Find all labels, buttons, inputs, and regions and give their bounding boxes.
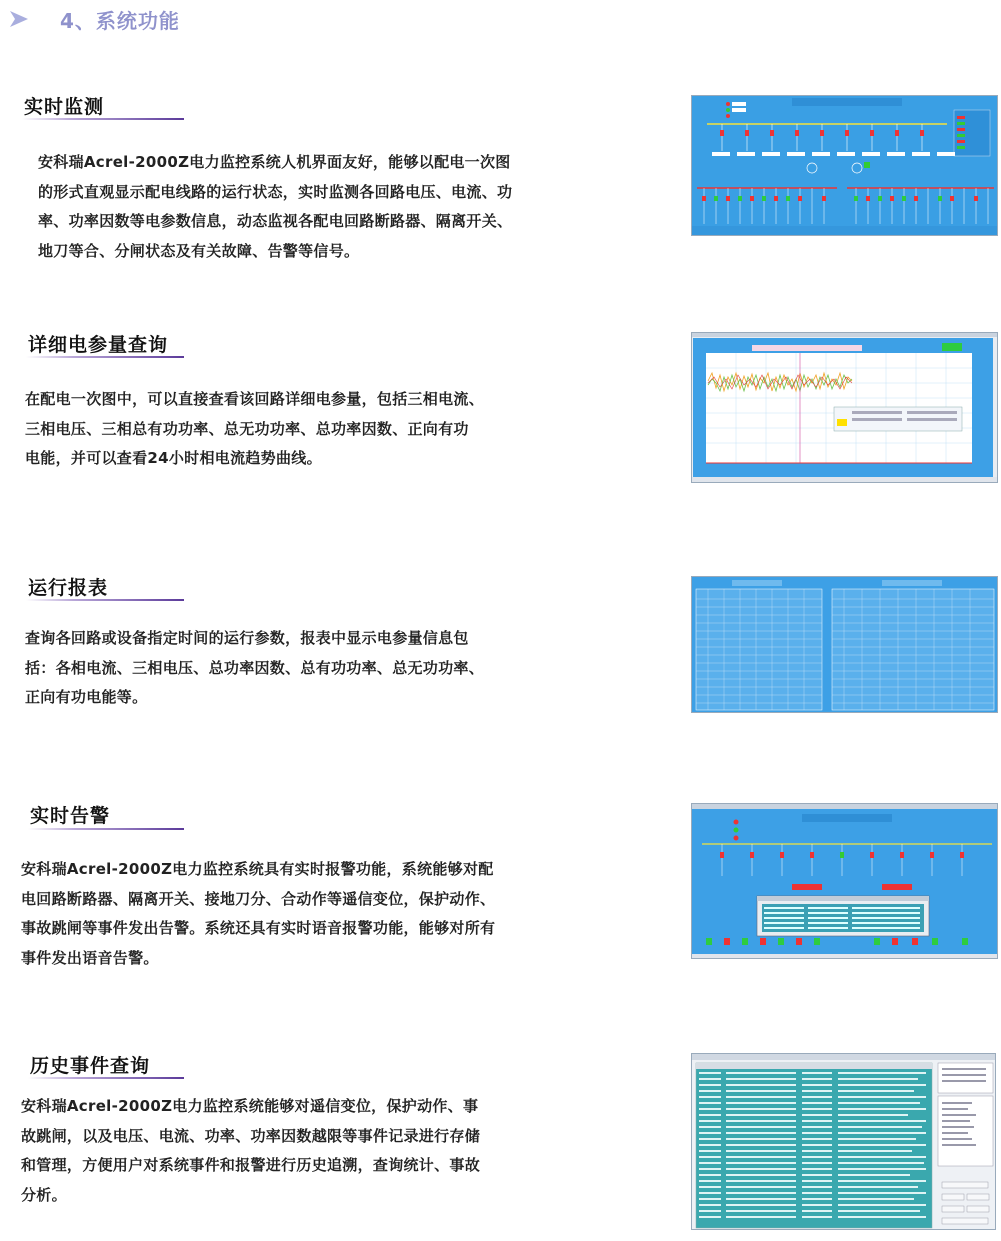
single-line-diagram-screenshot	[691, 95, 998, 236]
section-underline	[28, 1077, 184, 1079]
section-body	[25, 624, 484, 713]
body-line: 安科瑞Acrel-2000Z电力监控系统人机界面友好，能够以配电一次图	[38, 153, 511, 171]
body-line: 事件发出语音告警。	[21, 948, 159, 967]
body-line: 三相电压、三相总有功功率、总无功功率、总功率因数、正向有功	[25, 419, 469, 438]
section-body	[21, 855, 495, 973]
body-line: 的形式直观显示配电线路的运行状态，实时监测各回路电压、电流、功	[38, 182, 513, 201]
section-underline	[26, 599, 184, 601]
body-line: 电能，并可以查看24小时相电流趋势曲线。	[25, 449, 322, 467]
body-line: 分析。	[21, 1185, 67, 1204]
trend-curve-screenshot	[691, 332, 998, 483]
body-line: 和管理，方便用户对系统事件和报警进行历史追溯，查询统计、事故	[21, 1156, 481, 1174]
body-line: 电回路断路器、隔离开关、接地刀分、合动作等遥信变位，保护动作、	[21, 889, 496, 908]
alarm-popup-screenshot	[691, 803, 998, 959]
body-line: 安科瑞Acrel-2000Z电力监控系统能够对遥信变位，保护动作、事	[21, 1097, 479, 1115]
page-title: 4、系统功能	[60, 8, 180, 33]
body-line: 正向有功电能等。	[25, 688, 148, 706]
section-title: 实时监测	[24, 96, 105, 118]
event-log-screenshot	[691, 1053, 996, 1230]
arrow-right-icon	[8, 8, 30, 30]
page-header	[8, 6, 180, 32]
body-line: 率、功率因数等电参数信息，动态监视各配电回路断路器、隔离开关、	[38, 212, 513, 230]
section-body	[21, 1092, 480, 1210]
report-table-screenshot	[691, 576, 998, 713]
section-title: 详细电参量查询	[28, 334, 169, 356]
body-line: 括：各相电流、三相电压、总功率因数、总有功功率、总无功功率、	[25, 658, 485, 677]
section-underline	[26, 356, 184, 358]
section-title: 实时告警	[30, 805, 111, 827]
body-line: 查询各回路或设备指定时间的运行参数，报表中显示电参量信息包	[25, 629, 469, 647]
body-line: 地刀等合、分闸状态及有关故障、告警等信号。	[38, 241, 360, 260]
section-title: 运行报表	[28, 577, 109, 599]
section-underline	[22, 118, 184, 120]
section-title: 历史事件查询	[30, 1055, 151, 1077]
section-body	[38, 148, 512, 266]
section-body	[25, 385, 484, 474]
body-line: 故跳闸，以及电压、电流、功率、功率因数越限等事件记录进行存储	[21, 1126, 481, 1145]
body-line: 安科瑞Acrel-2000Z电力监控系统具有实时报警功能，系统能够对配	[21, 860, 494, 878]
body-line: 事故跳闸等事件发出告警。系统还具有实时语音报警功能，能够对所有	[21, 919, 496, 937]
section-underline	[28, 828, 184, 830]
body-line: 在配电一次图中，可以直接查看该回路详细电参量，包括三相电流、	[25, 390, 485, 408]
